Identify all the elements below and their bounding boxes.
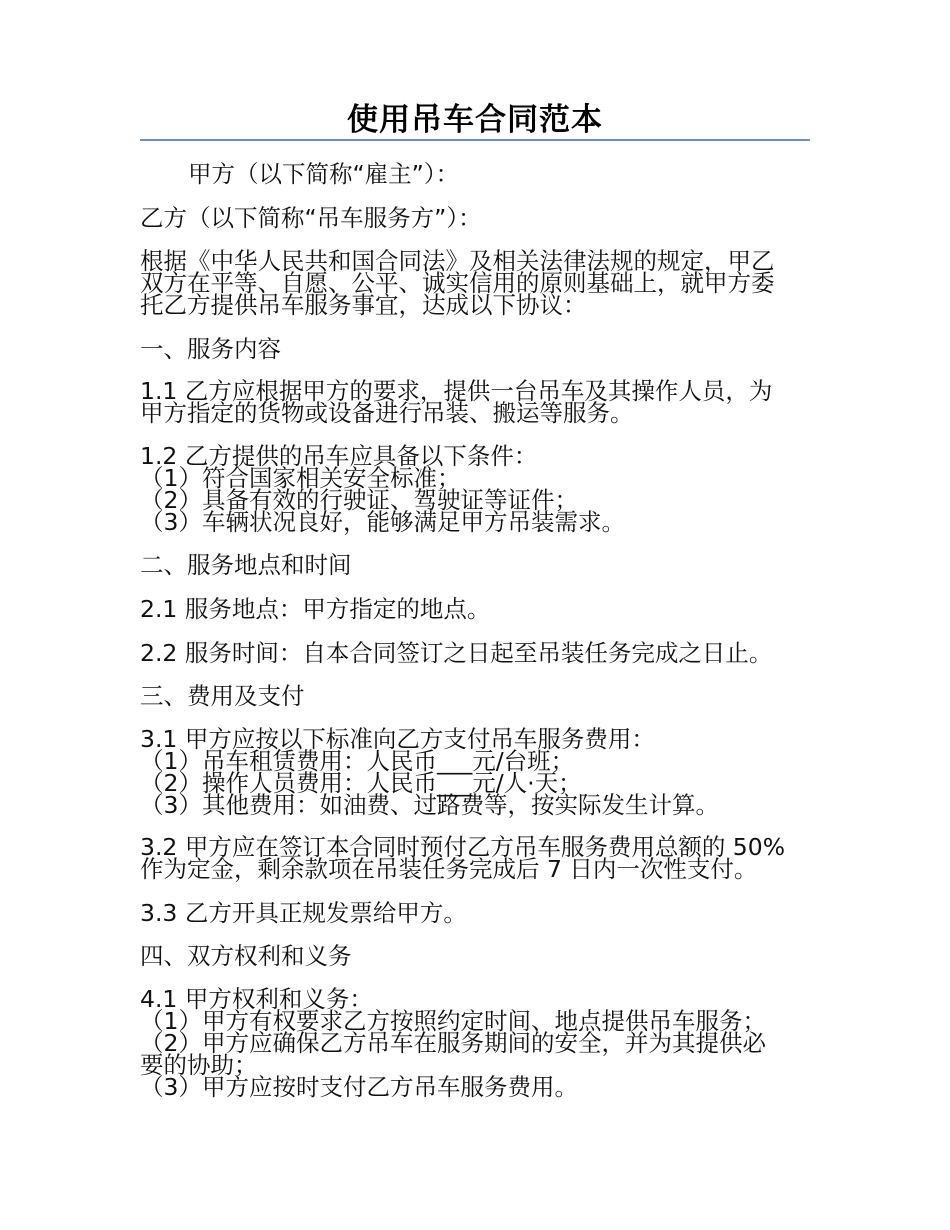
preamble-line: 托乙方提供吊车服务事宜，达成以下协议： [140,291,587,319]
section-3-heading: 三、费用及支付 [140,682,305,710]
party-b-line: 乙方（以下简称“吊车服务方”）： [140,204,482,232]
clause-line: （3）其他费用：如油费、过路费等，按实际发生计算。 [140,791,719,819]
clause-line: （2）具备有效的行驶证、驾驶证等证件； [140,486,578,514]
clause-3-1 [140,725,820,819]
clause-line: （1）吊车租赁费用：人民币___元/台班； [140,747,575,775]
section-2-heading: 二、服务地点和时间 [140,551,352,579]
clause-3-2 [140,833,820,883]
section-1-heading: 一、服务内容 [140,335,281,363]
clause-2-1: 2.1 服务地点：甲方指定的地点。 [140,595,491,623]
clause-line: 甲方指定的货物或设备进行吊装、搬运等服务。 [140,399,634,427]
title-underline [140,139,810,141]
party-a-line: 甲方（以下简称“雇主”）： [188,160,460,188]
section-4-heading: 四、双方权利和义务 [140,942,352,970]
clause-line: （2）甲方应确保乙方吊车在服务期间的安全，并为其提供必 [140,1029,766,1057]
clause-line: 1.2 乙方提供的吊车应具备以下条件： [140,442,538,470]
clause-line: （3）车辆状况良好，能够满足甲方吊装需求。 [140,508,625,536]
clause-line: 3.2 甲方应在签订本合同时预付乙方吊车服务费用总额的 50% [140,833,786,861]
clause-3-3: 3.3 乙方开具正规发票给甲方。 [140,899,467,927]
clause-line: 1.1 乙方应根据甲方的要求，提供一台吊车及其操作人员，为 [140,377,773,405]
document-title: 使用吊车合同范本 [347,102,603,138]
clause-4-1 [140,985,820,1101]
clause-1-2 [140,442,820,536]
clause-line: 4.1 甲方权利和义务： [140,985,373,1013]
clause-line: （3）甲方应按时支付乙方吊车服务费用。 [140,1073,578,1101]
clause-line: （1）符合国家相关安全标准； [140,464,461,492]
clause-1-1 [140,377,820,427]
clause-2-2: 2.2 服务时间：自本合同签订之日起至吊装任务完成之日止。 [140,639,773,667]
preamble-line: 双方在平等、自愿、公平、诚实信用的原则基础上，就甲方委 [140,269,775,297]
clause-line: 要的协助； [140,1051,258,1079]
preamble-paragraph [140,247,820,319]
clause-line: （1）甲方有权要求乙方按照约定时间、地点提供吊车服务； [140,1007,766,1035]
clause-line: （2）操作人员费用：人民币___元/人·天； [140,769,582,797]
clause-line: 作为定金，剩余款项在吊装任务完成后 7 日内一次性支付。 [140,855,758,883]
preamble-line: 根据《中华人民共和国合同法》及相关法律法规的规定，甲乙 [140,247,775,275]
clause-line: 3.1 甲方应按以下标准向乙方支付吊车服务费用： [140,725,655,753]
